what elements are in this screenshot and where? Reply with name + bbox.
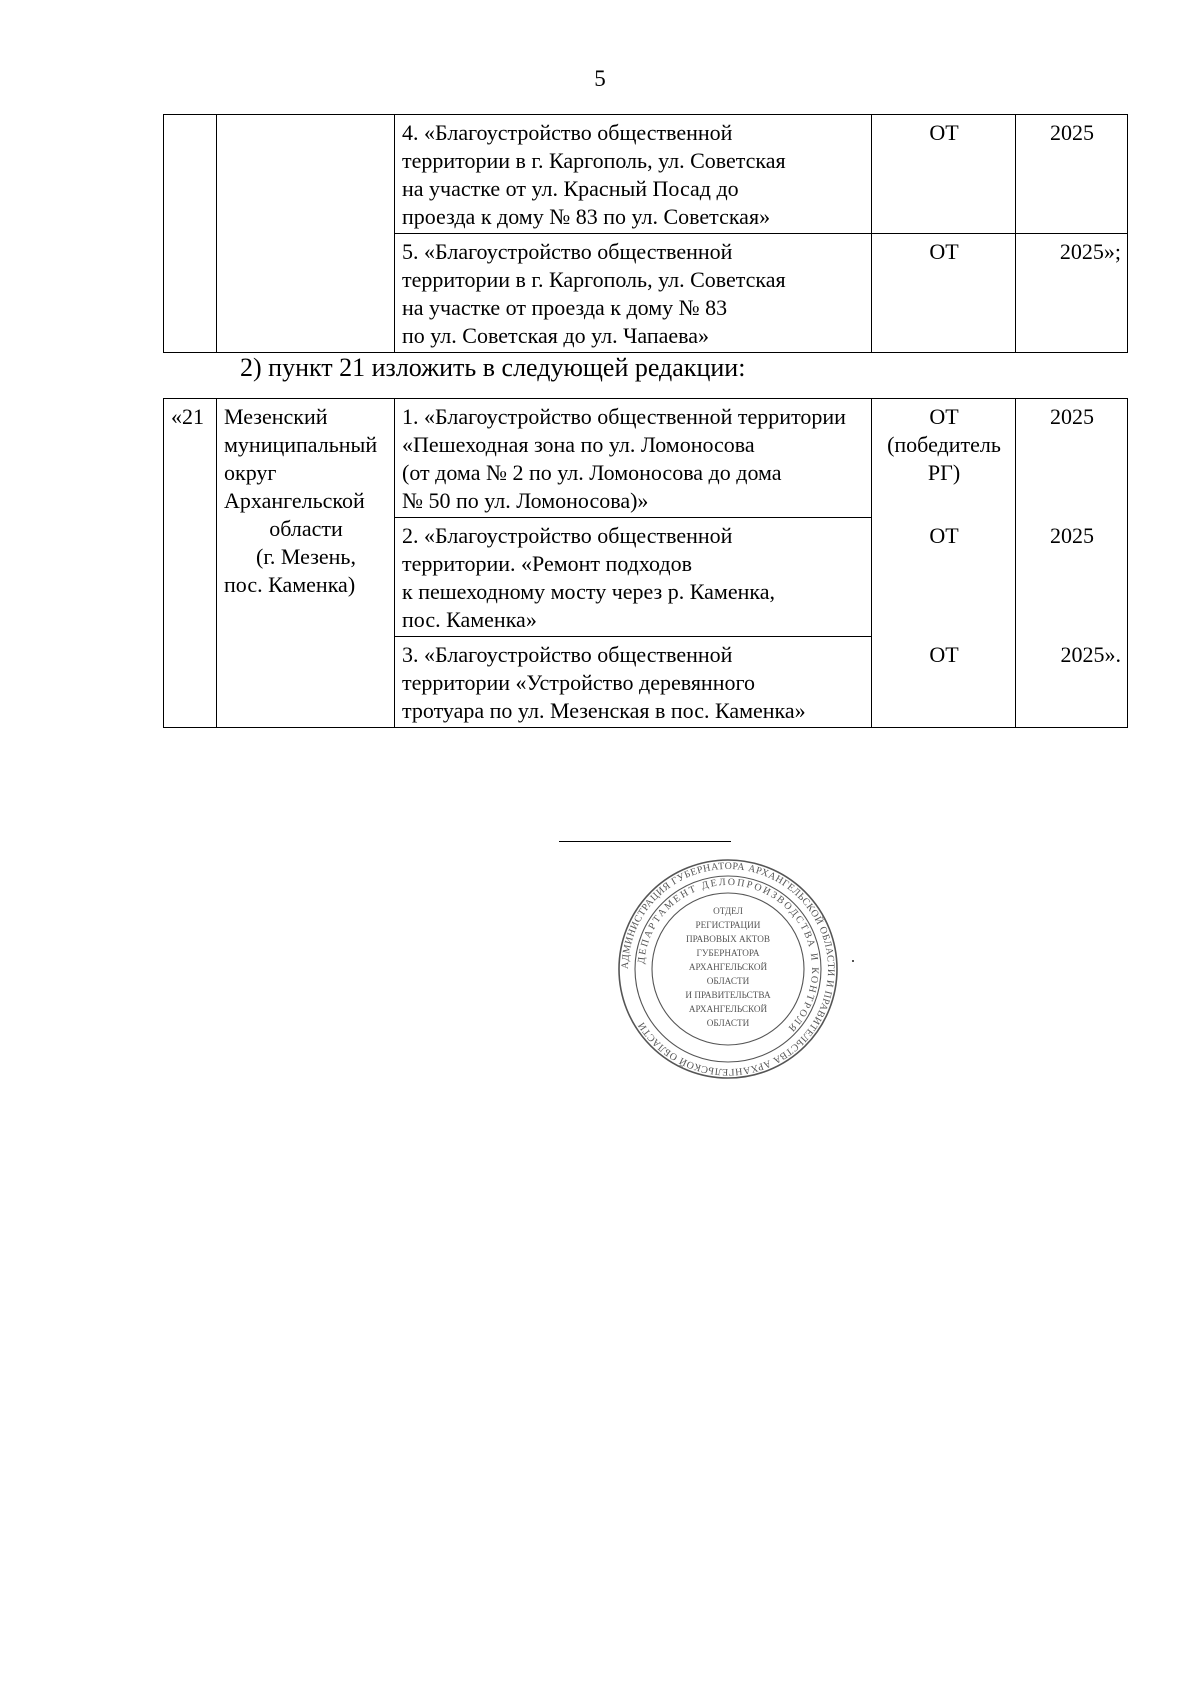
type-cell [872, 399, 1016, 518]
project-line: пос. Каменка» [402, 607, 537, 632]
type-cell [872, 234, 1016, 353]
project-cell [395, 234, 872, 353]
project-cell [395, 115, 872, 234]
type-line: (победитель [887, 432, 1001, 457]
year-value: 2025 [1050, 404, 1094, 429]
closing-rule [559, 841, 731, 842]
stamp-center-line: ГУБЕРНАТОРА [696, 948, 760, 958]
stamp-center-line: ОБЛАСТИ [706, 1018, 750, 1028]
amendment-paragraph: 2) пункт 21 изложить в следующей редакции: [240, 353, 746, 382]
project-line: территории в г. Каргополь, ул. Советская [402, 148, 786, 173]
year-value: 2025 [1050, 120, 1094, 145]
municipality-line: округ [224, 460, 277, 485]
type-cell [872, 637, 1016, 728]
municipality-line: (г. Мезень, [256, 544, 356, 569]
row-number-cell [164, 115, 217, 234]
year-cell [1016, 234, 1128, 353]
project-line: территории «Устройство деревянного [402, 670, 755, 695]
municipality-line: муниципальный [224, 432, 378, 457]
type-line: ОТ [929, 239, 959, 264]
type-line: ОТ [929, 404, 959, 429]
stamp-inner-text: ДЕПАРТАМЕНТ ДЕЛОПРОИЗВОДСТВА И КОНТРОЛЯ [636, 876, 821, 1035]
project-line: тротуара по ул. Мезенская в пос. Каменка» [402, 698, 806, 723]
type-cell [872, 518, 1016, 637]
stamp-center-line: ПРАВОВЫХ АКТОВ [685, 934, 771, 944]
type-line: ОТ [929, 522, 959, 548]
registration-stamp [617, 858, 839, 1080]
project-line: территории. «Ремонт подходов [402, 551, 692, 576]
table-row [164, 234, 1128, 353]
year-cell [1016, 518, 1128, 637]
municipality-line: Архангельской [224, 488, 365, 513]
municipality-line: области [269, 516, 343, 541]
projects-table-continuation [163, 114, 1128, 353]
project-line: «Пешеходная зона по ул. Ломоносова [402, 432, 755, 457]
project-cell [395, 518, 872, 637]
project-line: проезда к дому № 83 по ул. Советская» [402, 204, 771, 229]
municipality-cell [217, 115, 395, 234]
stamp-center-line: ОТДЕЛ [713, 906, 743, 916]
year-cell [1016, 115, 1128, 234]
project-cell [395, 637, 872, 728]
year-value: 2025». [1060, 641, 1121, 667]
project-line: 2. «Благоустройство общественной [402, 523, 733, 548]
project-line: № 50 по ул. Ломоносова)» [402, 488, 649, 513]
stamp-outer-text: АДМИНИСТРАЦИЯ ГУБЕРНАТОРА АРХАНГЕЛЬСКОЙ ОБЛАСТИ И ПРАВИТЕЛЬСТВА АРХАНГЕЛЬСКОЙ ОБЛАСТИ [619, 860, 837, 1078]
table-row [164, 115, 1128, 234]
project-line: 1. «Благоустройство общественной территории [402, 404, 846, 429]
year-value: 2025 [1050, 522, 1094, 548]
project-line: (от дома № 2 по ул. Ломоносова до дома [402, 460, 782, 485]
stamp-center-line: АРХАНГЕЛЬСКОЙ [688, 1004, 768, 1014]
project-line: на участке от проезда к дому № 83 [402, 295, 728, 320]
project-line: по ул. Советская до ул. Чапаева» [402, 323, 710, 348]
year-cell [1016, 399, 1128, 518]
stamp-center-line: ОБЛАСТИ [706, 976, 750, 986]
project-line: 4. «Благоустройство общественной [402, 120, 733, 145]
project-line: к пешеходному мосту через р. Каменка, [402, 579, 775, 604]
municipality-cell [217, 234, 395, 353]
project-line: на участке от ул. Красный Посад до [402, 176, 739, 201]
type-cell [872, 115, 1016, 234]
scan-speck [852, 960, 854, 962]
project-line: территории в г. Каргополь, ул. Советская [402, 267, 786, 292]
row-number-cell: «21 [164, 399, 217, 728]
stamp-center-line: РЕГИСТРАЦИИ [695, 920, 761, 930]
type-line: ОТ [929, 641, 959, 667]
project-line: 5. «Благоустройство общественной [402, 239, 733, 264]
stamp-center-line: И ПРАВИТЕЛЬСТВА [685, 990, 771, 1000]
type-line: ОТ [929, 120, 959, 145]
municipality-cell [217, 399, 395, 728]
year-value: 2025»; [1059, 239, 1121, 264]
municipality-line: Мезенский [224, 404, 328, 429]
type-line: РГ) [927, 460, 961, 485]
year-cell [1016, 637, 1128, 728]
stamp-center-line: АРХАНГЕЛЬСКОЙ [688, 962, 768, 972]
page-number: 5 [594, 66, 606, 91]
municipality-line: пос. Каменка) [224, 572, 356, 597]
table-row [164, 399, 1128, 518]
project-line: 3. «Благоустройство общественной [402, 642, 733, 667]
row-number-cell [164, 234, 217, 353]
project-cell [395, 399, 872, 518]
projects-table-item-21 [163, 398, 1128, 728]
